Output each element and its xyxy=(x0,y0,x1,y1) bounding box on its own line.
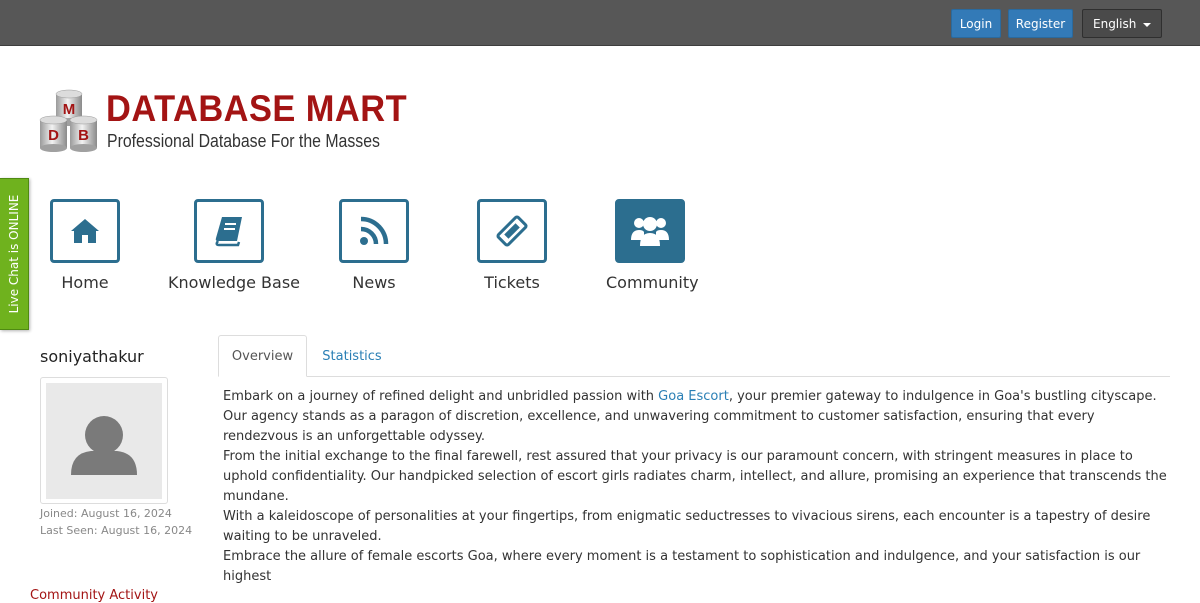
goa-escort-link[interactable]: Goa Escort xyxy=(658,389,729,404)
nav-news-label: News xyxy=(352,273,396,292)
svg-text:B: B xyxy=(78,127,89,144)
last-seen-date: Last Seen: August 16, 2024 xyxy=(40,524,193,537)
rss-icon xyxy=(359,216,389,246)
content-paragraph: Embark on a journey of refined delight and unbridled passion with Goa Escort, your premier gateway to indulgence in Goa's bustling cityscape. Our agency stands as a paragon of discretion, excellence, and unwavering commitment to customer satisfaction, ensuring that every rendezvous is an unforgettable odyssey. xyxy=(223,389,1157,444)
site-logo[interactable] xyxy=(38,88,408,154)
avatar xyxy=(40,377,168,504)
live-chat-tab[interactable] xyxy=(0,178,29,330)
logo-subtitle: Professional Database For the Masses xyxy=(107,131,380,151)
nav-knowledge-base-box xyxy=(194,199,264,263)
top-bar xyxy=(0,0,1200,46)
logo-title: DATABASE MART xyxy=(106,88,408,129)
nav-community-box xyxy=(615,199,685,263)
login-button[interactable]: Login xyxy=(951,9,1001,38)
nav-tickets-box xyxy=(477,199,547,263)
database-cubes-icon xyxy=(38,90,100,154)
register-button[interactable]: Register xyxy=(1008,9,1073,38)
tab-statistics[interactable]: Statistics xyxy=(322,348,382,364)
joined-date: Joined: August 16, 2024 xyxy=(40,507,172,520)
live-chat-label: Live Chat is ONLINE xyxy=(7,194,21,314)
ticket-icon xyxy=(495,214,529,248)
nav-tickets-label: Tickets xyxy=(484,273,540,292)
svg-text:D: D xyxy=(48,127,59,144)
nav-news-box xyxy=(339,199,409,263)
profile-username: soniyathakur xyxy=(40,347,144,366)
community-activity-heading: Community Activity xyxy=(30,588,158,603)
profile-overview-content xyxy=(223,387,1168,584)
tab-overview[interactable]: Overview xyxy=(218,335,307,377)
nav-home-label: Home xyxy=(61,273,109,292)
nav-home-box xyxy=(50,199,120,263)
avatar-placeholder xyxy=(46,383,162,499)
caret-down-icon xyxy=(1143,23,1151,27)
home-icon xyxy=(69,217,101,245)
content-paragraph: From the initial exchange to the final farewell, rest assured that your privacy is our paramount concern, with stringent measures in place to uphold confidentiality. Our handpicked selection of escort girls radiates charm, intellect, and allure, promising an experience that transcends the mundane. xyxy=(223,449,1167,504)
users-icon xyxy=(630,214,670,248)
language-dropdown[interactable] xyxy=(1082,9,1162,38)
svg-text:M: M xyxy=(62,101,76,118)
content-paragraph: Embrace the allure of female escorts Goa, where every moment is a testament to sophistication and indulgence, and your satisfaction is our highest xyxy=(223,549,1141,584)
nav-community-label: Community xyxy=(606,273,699,292)
book-icon xyxy=(214,215,244,247)
user-silhouette-icon xyxy=(46,383,162,499)
content-paragraph: With a kaleidoscope of personalities at your fingertips, from enigmatic seductresses to vivacious sirens, each encounter is a tapestry of desire waiting to be unraveled. xyxy=(223,509,1151,544)
language-label: English xyxy=(1093,16,1137,31)
nav-knowledge-base-label: Knowledge Base xyxy=(168,273,300,292)
